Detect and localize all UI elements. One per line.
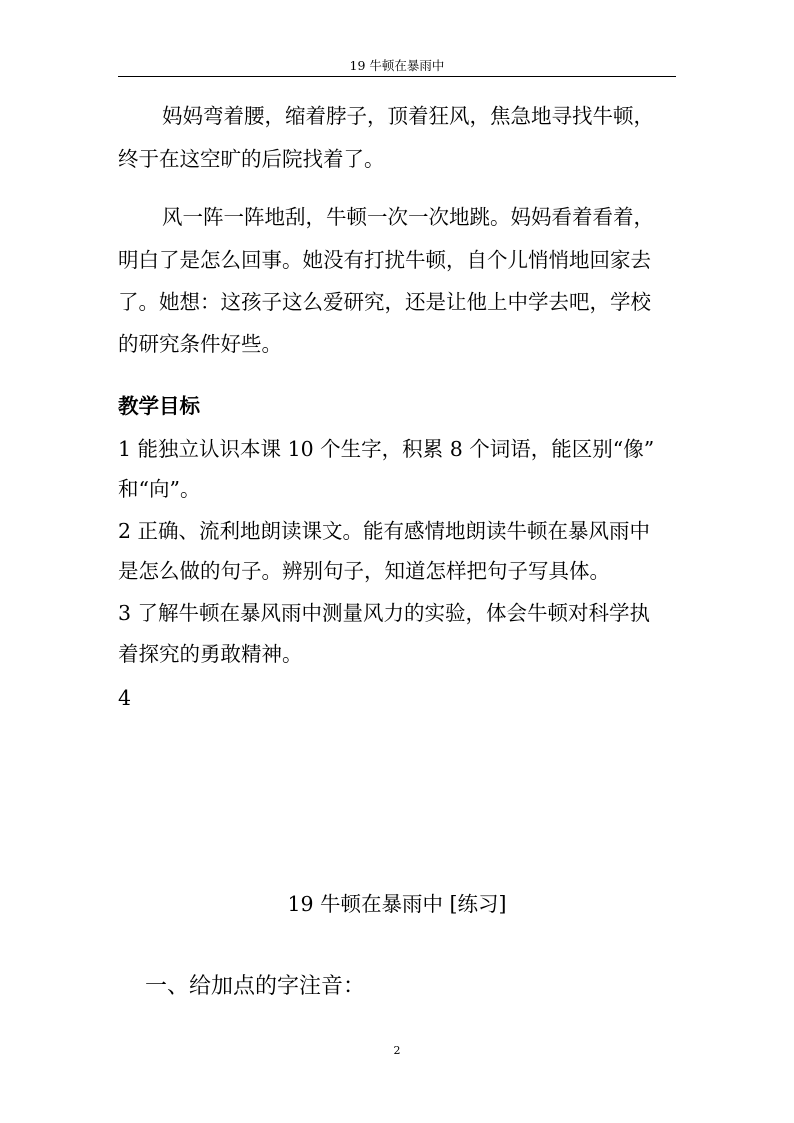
objectives-heading: 教学目标 xyxy=(118,394,200,418)
page-header-title: 19 牛顿在暴雨中 xyxy=(349,58,445,73)
text-line: 的研究条件好些。 xyxy=(118,332,282,356)
text-line: 了。她想：这孩子这么爱研究，还是让他上中学去吧，学校 xyxy=(118,290,651,314)
text-line: 着探究的勇敢精神。 xyxy=(118,642,303,666)
text-line: 4 xyxy=(118,686,132,710)
text-line: 是怎么做的句子。辨别句子，知道怎样把句子写具体。 xyxy=(118,559,610,583)
header-rule xyxy=(118,76,676,77)
exercise-title: 19 牛顿在暴雨中 [练习] xyxy=(287,892,507,916)
exercise-section-heading: 一、给加点的字注音： xyxy=(145,974,366,999)
text-line: 终于在这空旷的后院找着了。 xyxy=(118,147,385,171)
text-line: 妈妈弯着腰，缩着脖子，顶着狂风，焦急地寻找牛顿， xyxy=(162,104,654,128)
text-line: 风一阵一阵地刮，牛顿一次一次地跳。妈妈看着看着， xyxy=(162,205,654,229)
text-line: 2 正确、流利地朗读课文。能有感情地朗读牛顿在暴风雨中 xyxy=(118,519,651,543)
text-line: 明白了是怎么回事。她没有打扰牛顿，自个儿悄悄地回家去 xyxy=(118,248,651,272)
page-number: 2 xyxy=(393,1044,401,1057)
text-line: 3 了解牛顿在暴风雨中测量风力的实验，体会牛顿对科学执 xyxy=(118,601,651,625)
text-line: 1 能独立认识本课 10 个生字，积累 8 个词语，能区别“像” xyxy=(118,437,655,461)
text-line: 和“向”。 xyxy=(118,477,201,501)
